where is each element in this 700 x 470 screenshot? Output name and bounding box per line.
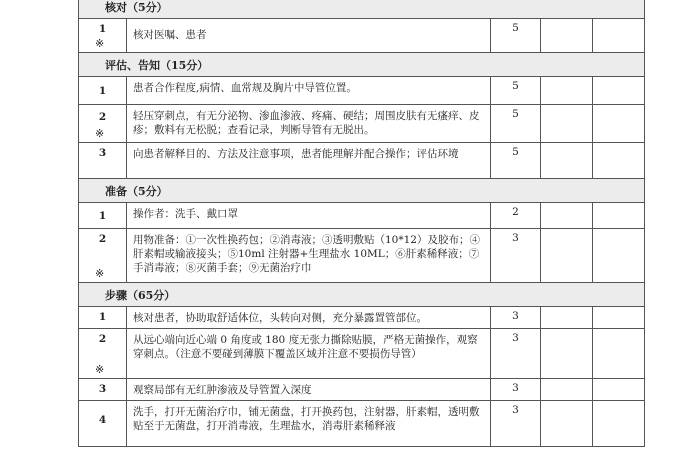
blank-cell — [541, 19, 593, 53]
blank-cell — [593, 105, 645, 143]
table-row — [79, 143, 645, 179]
row-number: 3 — [98, 383, 107, 395]
score-value: 3 — [512, 404, 519, 416]
score-value: 5 — [512, 22, 519, 34]
score-value: 3 — [512, 232, 519, 244]
blank-cell — [541, 401, 593, 447]
blank-cell — [541, 203, 593, 229]
score-value: 3 — [512, 310, 519, 322]
item-text: 用物准备：①一次性换药包；②消毒液；③透明敷贴（10*12）及胶布；④肝素帽或输液接头；⑤10ml 注射器+生理盐水 10ML；⑥肝素稀释液；⑦手消毒液；⑧灭菌手套；⑨无菌治疗巾 — [127, 229, 491, 283]
scoring-table — [78, 0, 645, 447]
blank-cell — [593, 307, 645, 329]
blank-cell — [541, 379, 593, 401]
assessment-sheet — [78, 0, 644, 447]
table-row — [79, 105, 645, 143]
item-text: 向患者解释目的、方法及注意事项，患者能理解并配合操作；评估环境 — [127, 143, 491, 179]
row-number: 2 — [98, 233, 107, 245]
score-value: 3 — [512, 382, 519, 394]
blank-cell — [593, 329, 645, 379]
section-title: 评估、告知（15分） — [79, 53, 645, 77]
item-text: 核对患者，协助取舒适体位，头转向对侧，充分暴露置管部位。 — [127, 307, 491, 329]
blank-cell — [593, 229, 645, 283]
blank-cell — [593, 379, 645, 401]
blank-cell — [593, 143, 645, 179]
row-number: 2 — [98, 111, 107, 123]
score-value: 5 — [512, 108, 519, 120]
row-number: 1 — [98, 210, 107, 222]
blank-cell — [541, 105, 593, 143]
key-item-mark: ※ — [95, 363, 105, 376]
section-title: 核对（5分） — [79, 0, 645, 19]
blank-cell — [593, 77, 645, 105]
table-row — [79, 329, 645, 379]
item-text: 从远心端向近心端 0 角度或 180 度无张力撕除贴膜，严格无菌操作，观察穿刺点。（注意不要碰到薄膜下覆盖区域并注意不要损伤导管） — [127, 329, 491, 379]
blank-cell — [541, 307, 593, 329]
section-title: 步骤（65分） — [79, 283, 645, 307]
table-row — [79, 229, 645, 283]
blank-cell — [541, 229, 593, 283]
table-row — [79, 77, 645, 105]
key-item-mark: ※ — [95, 267, 105, 280]
item-text: 轻压穿刺点，有无分泌物、渗血渗液、疼痛、硬结；周围皮肤有无瘙痒、皮疹；敷料有无松脱；查看记录，判断导管有无脱出。 — [127, 105, 491, 143]
score-value: 2 — [512, 206, 519, 218]
section-title: 准备（5分） — [79, 179, 645, 203]
blank-cell — [541, 329, 593, 379]
table-row — [79, 401, 645, 447]
key-item-mark: ※ — [95, 37, 105, 50]
blank-cell — [541, 77, 593, 105]
item-text: 洗手，打开无菌治疗巾，铺无菌盘，打开换药包，注射器，肝素帽，透明敷贴至于无菌盘，打开消毒液，生理盐水，消毒肝素稀释液 — [127, 401, 491, 447]
section-header-assess — [79, 53, 645, 77]
blank-cell — [541, 143, 593, 179]
row-number: 2 — [98, 333, 107, 345]
section-header-verify — [79, 0, 645, 19]
row-number: 1 — [98, 85, 107, 97]
section-header-steps — [79, 283, 645, 307]
score-value: 5 — [512, 146, 519, 158]
row-number: 4 — [98, 414, 107, 426]
item-text: 操作者：洗手、戴口罩 — [127, 203, 491, 229]
item-text: 患者合作程度,病情、血常规及胸片中导管位置。 — [127, 77, 491, 105]
score-value: 5 — [512, 80, 519, 92]
blank-cell — [593, 401, 645, 447]
item-text: 观察局部有无红肿渗液及导管置入深度 — [127, 379, 491, 401]
table-row — [79, 19, 645, 53]
row-number: 1 — [98, 23, 107, 35]
table-row — [79, 307, 645, 329]
blank-cell — [593, 203, 645, 229]
row-number: 1 — [98, 311, 107, 323]
section-header-prepare — [79, 179, 645, 203]
table-row — [79, 379, 645, 401]
score-value: 3 — [512, 332, 519, 344]
row-number: 3 — [98, 147, 107, 159]
blank-cell — [593, 19, 645, 53]
table-row — [79, 203, 645, 229]
key-item-mark: ※ — [95, 127, 105, 140]
item-text: 核对医嘱、患者 — [127, 19, 491, 53]
